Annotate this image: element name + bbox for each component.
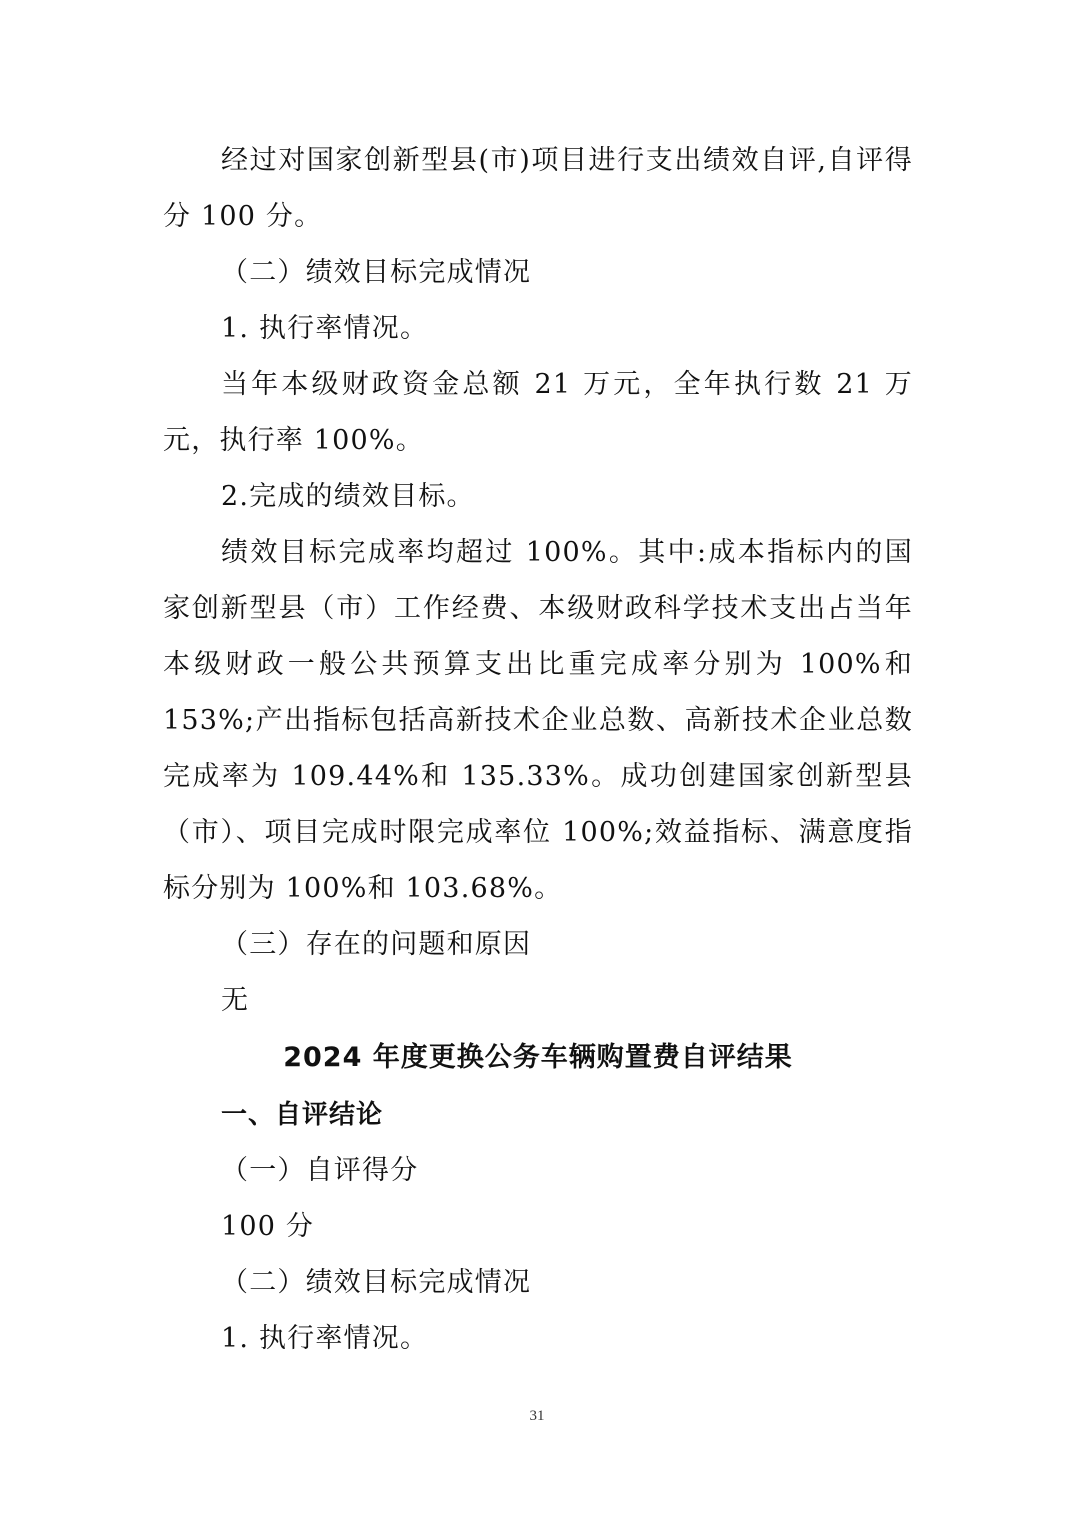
subheading-goal-completion: （二）绩效目标完成情况 xyxy=(221,257,532,288)
subheading-problems: （三）存在的问题和原因 xyxy=(221,929,532,960)
section-title-conclusion: 一、自评结论 xyxy=(221,1100,384,1130)
item-completed-goals: 2.完成的绩效目标。 xyxy=(221,481,475,512)
document-body xyxy=(163,133,913,1367)
score-value: 100 分 xyxy=(221,1211,315,1242)
item-execution-rate-2: 1. 执行率情况。 xyxy=(221,1323,429,1354)
paragraph-execution-rate: 当年本级财政资金总额 21 万元，全年执行数 21 万元，执行率 100%。 xyxy=(163,369,913,456)
subheading-self-score: （一）自评得分 xyxy=(221,1155,419,1186)
subheading-goal-completion-2: （二）绩效目标完成情况 xyxy=(221,1267,532,1298)
page-number: 31 xyxy=(529,1408,545,1424)
paragraph-self-evaluation-score: 经过对国家创新型县(市)项目进行支出绩效自评,自评得分 100 分。 xyxy=(163,145,913,232)
paragraph-none: 无 xyxy=(221,985,250,1016)
item-execution-rate: 1. 执行率情况。 xyxy=(221,313,429,344)
report-heading: 2024 年度更换公务车辆购置费自评结果 xyxy=(283,1042,793,1073)
paragraph-completed-goals: 绩效目标完成率均超过 100%。其中:成本指标内的国家创新型县（市）工作经费、本级财政科学技术支出占当年本级财政一般公共预算支出比重完成率分别为 100%和 153%;产出指标包括高新技术企业总数、高新技术企业总数完成率为 109.44%和 135.33%。成功创建国家创新型县（市）、项目完成时限完成率位 100%;效益指标、满意度指标分别为 100%和 103.68%。 xyxy=(163,537,913,904)
